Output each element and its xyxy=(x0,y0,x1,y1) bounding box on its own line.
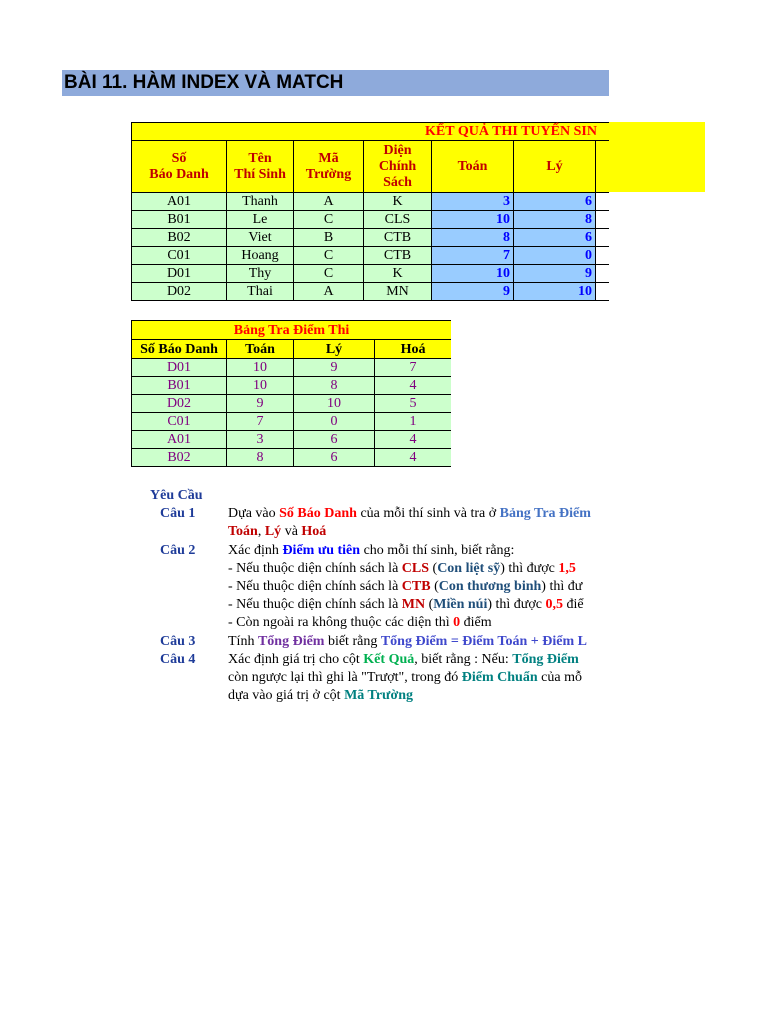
lookup-cell-sbd: D01 xyxy=(132,359,227,377)
header-ma-truong: Mã Trường xyxy=(294,141,364,193)
results-cell-ly: 6 xyxy=(514,229,596,247)
q2-label: Câu 2 xyxy=(160,543,196,558)
q3-line1: Tính Tổng Điểm biết rằng Tổng Điểm = Điểm Toán + Điểm L xyxy=(228,634,587,649)
lookup-row xyxy=(132,377,452,395)
lookup-cell-ly: 0 xyxy=(294,413,375,431)
results-cell-hidden xyxy=(596,211,610,229)
results-row xyxy=(132,193,610,211)
results-cell-ly: 9 xyxy=(514,265,596,283)
results-row xyxy=(132,265,610,283)
results-cell-hidden xyxy=(596,193,610,211)
results-cell-ma: C xyxy=(294,265,364,283)
results-cell-ly: 0 xyxy=(514,247,596,265)
lookup-row xyxy=(132,431,452,449)
results-cell-toan: 9 xyxy=(432,283,514,301)
header-toan: Toán xyxy=(432,141,514,193)
lookup-cell-hoa: 5 xyxy=(375,395,452,413)
results-cell-ten: Viet xyxy=(227,229,294,247)
results-cell-ma: B xyxy=(294,229,364,247)
lookup-cell-ly: 6 xyxy=(294,449,375,467)
results-cell-dien: K xyxy=(364,265,432,283)
lookup-cell-ly: 6 xyxy=(294,431,375,449)
requirements-heading: Yêu Cầu xyxy=(150,488,203,503)
results-cell-sbd: B01 xyxy=(132,211,227,229)
lookup-cell-toan: 10 xyxy=(227,377,294,395)
q3-label: Câu 3 xyxy=(160,634,196,649)
results-cell-sbd: A01 xyxy=(132,193,227,211)
header-ten-thi-sinh: Tên Thí Sinh xyxy=(227,141,294,193)
header-fill-overflow xyxy=(609,122,705,192)
q1-line2: Toán, Lý và Hoá xyxy=(228,524,327,539)
q2-bullet1: - Nếu thuộc diện chính sách là CLS (Con liệt sỹ) thì được 1,5 xyxy=(228,561,576,576)
header-hidden xyxy=(596,141,610,193)
lookup-cell-hoa: 1 xyxy=(375,413,452,431)
results-cell-toan: 8 xyxy=(432,229,514,247)
results-cell-dien: K xyxy=(364,193,432,211)
results-row xyxy=(132,283,610,301)
lookup-cell-toan: 10 xyxy=(227,359,294,377)
results-table-region xyxy=(131,122,609,304)
lookup-cell-sbd: A01 xyxy=(132,431,227,449)
q4-line1: Xác định giá trị cho cột Kết Quả, biết rằng : Nếu: Tổng Điểm xyxy=(228,652,579,667)
results-row xyxy=(132,211,610,229)
lookup-table-region xyxy=(131,320,451,470)
results-cell-ten: Hoang xyxy=(227,247,294,265)
lookup-row xyxy=(132,395,452,413)
lookup-cell-hoa: 4 xyxy=(375,431,452,449)
results-cell-ly: 10 xyxy=(514,283,596,301)
results-row xyxy=(132,229,610,247)
lookup-cell-toan: 7 xyxy=(227,413,294,431)
results-cell-ma: A xyxy=(294,283,364,301)
results-cell-toan: 3 xyxy=(432,193,514,211)
q4-line3: dựa vào giá trị ở cột Mã Trường xyxy=(228,688,413,703)
q1-label: Câu 1 xyxy=(160,506,196,521)
results-cell-toan: 10 xyxy=(432,211,514,229)
lookup-cell-ly: 8 xyxy=(294,377,375,395)
header-so-bao-danh: Số Báo Danh xyxy=(132,141,227,193)
results-cell-sbd: D01 xyxy=(132,265,227,283)
results-cell-sbd: D02 xyxy=(132,283,227,301)
results-cell-ten: Thai xyxy=(227,283,294,301)
q4-line2: còn ngược lại thì ghi là "Trượt", trong đó Điểm Chuẩn của mỗ xyxy=(228,670,582,685)
results-cell-ma: C xyxy=(294,247,364,265)
lookup-cell-sbd: D02 xyxy=(132,395,227,413)
q2-bullet2: - Nếu thuộc diện chính sách là CTB (Con thương binh) thì đư xyxy=(228,579,583,594)
results-cell-dien: CTB xyxy=(364,229,432,247)
lookup-header-toan: Toán xyxy=(227,340,294,359)
results-row xyxy=(132,247,610,265)
lookup-cell-hoa: 4 xyxy=(375,377,452,395)
results-cell-ten: Le xyxy=(227,211,294,229)
header-ly: Lý xyxy=(514,141,596,193)
results-cell-ly: 6 xyxy=(514,193,596,211)
lookup-cell-sbd: C01 xyxy=(132,413,227,431)
results-cell-toan: 7 xyxy=(432,247,514,265)
page-title: BÀI 11. HÀM INDEX VÀ MATCH xyxy=(62,70,609,96)
requirements-section xyxy=(140,487,609,717)
q4-label: Câu 4 xyxy=(160,652,196,667)
lookup-cell-ly: 10 xyxy=(294,395,375,413)
lookup-cell-hoa: 4 xyxy=(375,449,452,467)
results-cell-hidden xyxy=(596,229,610,247)
results-cell-ten: Thy xyxy=(227,265,294,283)
lookup-cell-sbd: B02 xyxy=(132,449,227,467)
q1-line1: Dựa vào Số Báo Danh của mỗi thí sinh và tra ở Bảng Tra Điểm xyxy=(228,506,591,521)
lookup-cell-hoa: 7 xyxy=(375,359,452,377)
lookup-header-hoa: Hoá xyxy=(375,340,452,359)
lookup-cell-sbd: B01 xyxy=(132,377,227,395)
results-table xyxy=(131,122,609,301)
lookup-row xyxy=(132,413,452,431)
q2-line1: Xác định Điểm ưu tiên cho mỗi thí sinh, biết rằng: xyxy=(228,543,515,558)
results-cell-dien: CTB xyxy=(364,247,432,265)
results-cell-hidden xyxy=(596,283,610,301)
results-cell-ma: A xyxy=(294,193,364,211)
results-cell-sbd: C01 xyxy=(132,247,227,265)
lookup-cell-ly: 9 xyxy=(294,359,375,377)
lookup-table xyxy=(131,320,451,467)
lookup-header-sbd: Số Báo Danh xyxy=(132,340,227,359)
results-cell-dien: MN xyxy=(364,283,432,301)
lookup-cell-toan: 9 xyxy=(227,395,294,413)
lookup-row xyxy=(132,359,452,377)
lookup-cell-toan: 3 xyxy=(227,431,294,449)
results-cell-dien: CLS xyxy=(364,211,432,229)
results-cell-ly: 8 xyxy=(514,211,596,229)
lookup-table-caption: Bảng Tra Điểm Thi xyxy=(132,321,452,340)
results-cell-hidden xyxy=(596,265,610,283)
lookup-cell-toan: 8 xyxy=(227,449,294,467)
results-cell-ten: Thanh xyxy=(227,193,294,211)
header-dien-chinh-sach: Diện Chính Sách xyxy=(364,141,432,193)
lookup-row xyxy=(132,449,452,467)
results-cell-ma: C xyxy=(294,211,364,229)
q2-bullet3: - Nếu thuộc diện chính sách là MN (Miền núi) thì được 0,5 điể xyxy=(228,597,584,612)
q2-bullet4: - Còn ngoài ra không thuộc các diện thì 0 điểm xyxy=(228,615,492,630)
results-cell-hidden xyxy=(596,247,610,265)
results-cell-sbd: B02 xyxy=(132,229,227,247)
results-table-caption: KẾT QUẢ THI TUYỂN SIN xyxy=(132,123,610,141)
lookup-header-ly: Lý xyxy=(294,340,375,359)
results-cell-toan: 10 xyxy=(432,265,514,283)
